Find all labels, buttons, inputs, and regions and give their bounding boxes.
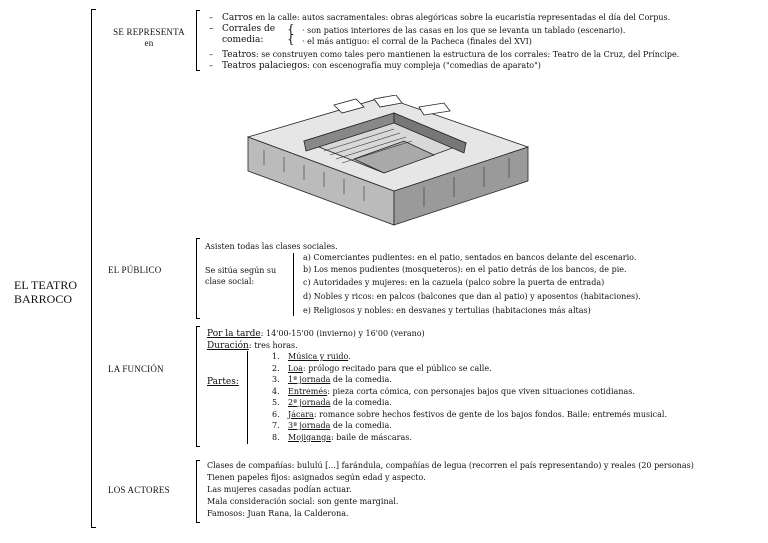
parte-label: Jácara — [288, 409, 314, 419]
parte-item — [272, 364, 492, 374]
actores-line-1: Clases de compañías: bululú [...] farándula, compañías de legua (recorren el país representando) y reales (20 personas) — [207, 461, 694, 470]
section-label-publico: EL PÚBLICO — [108, 265, 162, 275]
parte-label: 3ª jornada — [288, 421, 331, 430]
parte-number: 8. — [272, 432, 280, 442]
funcion-brace-top — [196, 326, 200, 327]
publico-item-c: c) Autoridades y mujeres: en la cazuela (palco sobre la puerta de entrada) — [303, 278, 605, 287]
carros-line: – Carros en la calle: autos sacramentales: obras alegóricas sobre la eucaristía representadas el día del Corpus. — [222, 13, 670, 23]
parte-item — [272, 387, 635, 397]
publico-asiste: Asisten todas las clases sociales. — [205, 242, 338, 251]
main-brace — [91, 9, 92, 528]
publico-brace-top — [196, 238, 200, 239]
corral-theatre-illustration — [244, 95, 532, 230]
representa-brace-bottom — [196, 70, 200, 71]
teatros-line: – Teatros: se construyen como tales pero mantienen la estructura de los corrales: Teatro de la Cruz, del Príncipe. — [222, 50, 679, 60]
parte-item — [272, 375, 392, 385]
parte-item — [272, 398, 392, 408]
parte-number: 3. — [272, 375, 280, 384]
parte-text: de la comedia. — [330, 421, 392, 430]
section-label-representa: SE REPRESENTA en — [113, 27, 185, 48]
parte-number: 7. — [272, 421, 280, 430]
section-label-actores: LOS ACTORES — [108, 485, 170, 495]
corrales-label: – Corrales de comedia: — [222, 24, 284, 46]
parte-number: 2. — [272, 363, 280, 373]
representa-brace-top — [196, 10, 200, 11]
parte-number: 4. — [272, 386, 280, 396]
corrales-brace: { { — [287, 22, 295, 46]
parte-label: Entremés — [288, 386, 328, 396]
funcion-partes-label: Partes: — [207, 377, 239, 387]
publico-item-e: e) Religiosos y nobles: en desvanes y tertulias (habitaciones más altas) — [303, 306, 591, 315]
actores-line-2: Tienen papeles fijos: asignados según edad y aspecto. — [207, 473, 426, 482]
actores-line-3: Las mujeres casadas podían actuar. — [207, 485, 352, 494]
parte-number: 6. — [272, 409, 280, 419]
publico-item-a: a) Comerciantes pudientes: en el patio, sentados en bancos delante del escenario. — [303, 253, 637, 262]
funcion-brace — [196, 326, 197, 446]
parte-label: Música y ruido — [288, 352, 349, 361]
page-title: EL TEATRO BARROCO — [14, 278, 77, 306]
main-brace-top — [91, 9, 96, 10]
parte-item — [272, 421, 392, 431]
palaciegos-line: – Teatros palaciegos: con escenografía muy compleja ("comedias de aparato") — [222, 61, 541, 71]
publico-brace-bottom — [196, 318, 200, 319]
funcion-tarde: Por la tarde: 14'00-15'00 (invierno) y 16'00 (verano) — [207, 329, 425, 339]
publico-situa: Se sitúa según su clase social: — [205, 266, 277, 286]
parte-item — [272, 410, 667, 420]
corrales-line-2: · el más antiguo: el corral de la Pacheca (finales del XVI) — [302, 37, 532, 46]
parte-item — [272, 433, 412, 443]
parte-label: 2ª jornada — [288, 398, 331, 407]
actores-line-5: Famosos: Juan Rana, la Calderona. — [207, 509, 349, 518]
partes-brace — [247, 351, 248, 444]
publico-item-b: b) Los menos pudientes (mosqueteros): en el patio detrás de los bancos, de pie. — [303, 265, 627, 274]
parte-text: . — [348, 352, 351, 361]
parte-item — [272, 352, 351, 362]
parte-text: de la comedia. — [330, 398, 392, 407]
actores-line-4: Mala consideración social: son gente marginal. — [207, 497, 399, 506]
publico-item-d: d) Nobles y ricos: en palcos (balcones que dan al patio) y aposentos (habitaciones). — [303, 292, 641, 301]
parte-text: : prólogo recitado para que el público se calle. — [302, 363, 492, 373]
publico-sub-brace — [293, 253, 294, 316]
parte-text: de la comedia. — [330, 375, 392, 384]
parte-label: 1ª jornada — [288, 375, 331, 384]
parte-text: : baile de máscaras. — [330, 432, 412, 442]
funcion-brace-bottom — [196, 446, 200, 447]
parte-text: : romance sobre hechos festivos de gente de los bajos fondos. Baile: entremés musical. — [313, 409, 667, 419]
main-brace-bottom — [91, 527, 96, 528]
parte-label: Loa — [288, 363, 303, 373]
representa-brace — [196, 10, 197, 70]
section-label-funcion: LA FUNCIÓN — [108, 364, 164, 374]
actores-brace — [196, 460, 197, 522]
publico-brace — [196, 238, 197, 318]
funcion-duracion: Duración: tres horas. — [207, 341, 298, 351]
parte-label: Mojiganga — [288, 432, 331, 442]
corrales-line-1: · son patios interiores de las casas en los que se levanta un tablado (escenario). — [302, 26, 626, 35]
parte-text: : pieza corta cómica, con personajes bajos que viven situaciones cotidianas. — [327, 386, 635, 396]
actores-brace-bottom — [196, 522, 200, 523]
parte-number: 1. — [272, 352, 280, 361]
parte-number: 5. — [272, 398, 280, 407]
actores-brace-top — [196, 460, 200, 461]
